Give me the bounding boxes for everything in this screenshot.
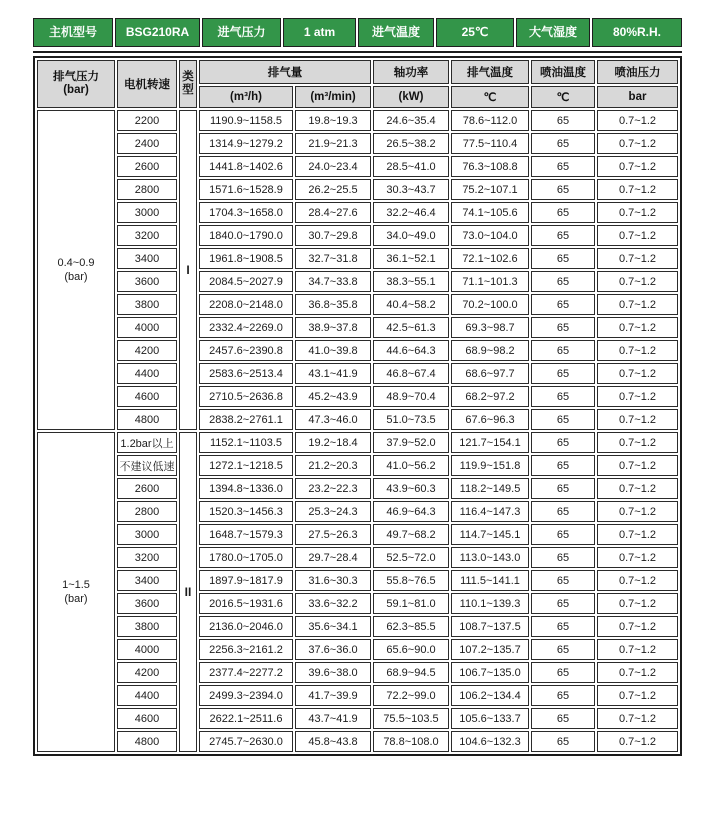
table-row	[37, 524, 678, 545]
oil-temp-cell: 65	[531, 179, 595, 200]
flow-m3min-cell: 43.7~41.9	[295, 708, 371, 729]
table-row	[37, 271, 678, 292]
shaft-power-cell: 46.9~64.3	[373, 501, 449, 522]
oil-pressure-cell: 0.7~1.2	[597, 271, 678, 292]
oil-temp-cell: 65	[531, 455, 595, 476]
speed-cell: 4200	[117, 662, 177, 683]
col-header-discharge-pressure	[37, 60, 115, 108]
discharge-temp-cell: 114.7~145.1	[451, 524, 529, 545]
type-cell: I	[179, 110, 197, 430]
table-row	[37, 386, 678, 407]
table-row	[37, 409, 678, 430]
spec-table	[33, 56, 682, 756]
col-header-motor-speed: 电机转速	[117, 60, 177, 108]
oil-temp-cell: 65	[531, 202, 595, 223]
speed-cell: 3200	[117, 225, 177, 246]
divider	[33, 51, 682, 53]
discharge-temp-cell: 75.2~107.1	[451, 179, 529, 200]
oil-pressure-cell: 0.7~1.2	[597, 248, 678, 269]
oil-temp-cell: 65	[531, 662, 595, 683]
discharge-temp-cell: 116.4~147.3	[451, 501, 529, 522]
table-row	[37, 708, 678, 729]
shaft-power-cell: 59.1~81.0	[373, 593, 449, 614]
col-header-discharge-temp: 排气温度	[451, 60, 529, 84]
table-row	[37, 547, 678, 568]
table-row	[37, 662, 678, 683]
discharge-temp-cell: 113.0~143.0	[451, 547, 529, 568]
oil-temp-cell: 65	[531, 340, 595, 361]
flow-m3min-cell: 47.3~46.0	[295, 409, 371, 430]
flow-m3h-cell: 2499.3~2394.0	[199, 685, 293, 706]
oil-pressure-cell: 0.7~1.2	[597, 731, 678, 752]
shaft-power-cell: 51.0~73.5	[373, 409, 449, 430]
table-row	[37, 317, 678, 338]
flow-m3h-cell: 1961.8~1908.5	[199, 248, 293, 269]
col-unit-oil-temp: ℃	[531, 86, 595, 108]
discharge-temp-cell: 108.7~137.5	[451, 616, 529, 637]
discharge-temp-cell: 77.5~110.4	[451, 133, 529, 154]
col-header-discharge-pressure-text: 排气压力	[53, 71, 99, 83]
oil-temp-cell: 65	[531, 478, 595, 499]
col-header-oil-pressure: 喷油压力	[597, 60, 678, 84]
discharge-temp-cell: 106.7~135.0	[451, 662, 529, 683]
flow-m3h-cell: 1272.1~1218.5	[199, 455, 293, 476]
speed-cell: 4200	[117, 340, 177, 361]
oil-temp-cell: 65	[531, 409, 595, 430]
oil-temp-cell: 65	[531, 570, 595, 591]
flow-m3h-cell: 1571.6~1528.9	[199, 179, 293, 200]
oil-pressure-cell: 0.7~1.2	[597, 662, 678, 683]
discharge-temp-cell: 111.5~141.1	[451, 570, 529, 591]
flow-m3min-cell: 38.9~37.8	[295, 317, 371, 338]
discharge-temp-cell: 69.3~98.7	[451, 317, 529, 338]
discharge-temp-cell: 110.1~139.3	[451, 593, 529, 614]
shaft-power-cell: 32.2~46.4	[373, 202, 449, 223]
flow-m3min-cell: 21.2~20.3	[295, 455, 371, 476]
flow-m3h-cell: 2838.2~2761.1	[199, 409, 293, 430]
flow-m3min-cell: 25.3~24.3	[295, 501, 371, 522]
oil-pressure-cell: 0.7~1.2	[597, 363, 678, 384]
oil-pressure-cell: 0.7~1.2	[597, 294, 678, 315]
flow-m3min-cell: 28.4~27.6	[295, 202, 371, 223]
info-cell-model-value: BSG210RA	[115, 18, 200, 47]
speed-cell: 3800	[117, 616, 177, 637]
col-header-flow: 排气量	[199, 60, 371, 84]
oil-temp-cell: 65	[531, 616, 595, 637]
flow-m3h-cell: 2084.5~2027.9	[199, 271, 293, 292]
table-row	[37, 363, 678, 384]
info-cell-inlet-temp-value: 25℃	[436, 18, 514, 47]
discharge-temp-cell: 68.2~97.2	[451, 386, 529, 407]
flow-m3h-cell: 2583.6~2513.4	[199, 363, 293, 384]
table-header	[37, 60, 678, 108]
flow-m3min-cell: 45.8~43.8	[295, 731, 371, 752]
table-row	[37, 455, 678, 476]
col-header-type-line1: 类	[182, 71, 194, 83]
table-row	[37, 110, 678, 131]
oil-pressure-cell: 0.7~1.2	[597, 317, 678, 338]
oil-pressure-cell: 0.7~1.2	[597, 225, 678, 246]
oil-pressure-cell: 0.7~1.2	[597, 432, 678, 453]
oil-pressure-cell: 0.7~1.2	[597, 409, 678, 430]
flow-m3h-cell: 2457.6~2390.8	[199, 340, 293, 361]
shaft-power-cell: 48.9~70.4	[373, 386, 449, 407]
discharge-temp-cell: 72.1~102.6	[451, 248, 529, 269]
flow-m3min-cell: 21.9~21.3	[295, 133, 371, 154]
oil-temp-cell: 65	[531, 248, 595, 269]
table-row	[37, 478, 678, 499]
shaft-power-cell: 28.5~41.0	[373, 156, 449, 177]
discharge-temp-cell: 105.6~133.7	[451, 708, 529, 729]
table-row	[37, 248, 678, 269]
oil-pressure-cell: 0.7~1.2	[597, 524, 678, 545]
shaft-power-cell: 62.3~85.5	[373, 616, 449, 637]
flow-m3min-cell: 19.8~19.3	[295, 110, 371, 131]
shaft-power-cell: 42.5~61.3	[373, 317, 449, 338]
discharge-temp-cell: 70.2~100.0	[451, 294, 529, 315]
shaft-power-cell: 41.0~56.2	[373, 455, 449, 476]
oil-temp-cell: 65	[531, 317, 595, 338]
pressure-range-cell: 0.4~0.9 (bar)	[37, 110, 115, 430]
shaft-power-cell: 43.9~60.3	[373, 478, 449, 499]
oil-temp-cell: 65	[531, 524, 595, 545]
speed-cell: 4400	[117, 363, 177, 384]
speed-cell: 4800	[117, 409, 177, 430]
oil-temp-cell: 65	[531, 110, 595, 131]
flow-m3min-cell: 30.7~29.8	[295, 225, 371, 246]
shaft-power-cell: 68.9~94.5	[373, 662, 449, 683]
flow-m3h-cell: 1314.9~1279.2	[199, 133, 293, 154]
flow-m3min-cell: 37.6~36.0	[295, 639, 371, 660]
oil-temp-cell: 65	[531, 708, 595, 729]
flow-m3h-cell: 1897.9~1817.9	[199, 570, 293, 591]
oil-temp-cell: 65	[531, 547, 595, 568]
speed-cell: 2600	[117, 156, 177, 177]
discharge-temp-cell: 68.6~97.7	[451, 363, 529, 384]
discharge-temp-cell: 73.0~104.0	[451, 225, 529, 246]
table-row	[37, 340, 678, 361]
flow-m3h-cell: 1704.3~1658.0	[199, 202, 293, 223]
oil-pressure-cell: 0.7~1.2	[597, 570, 678, 591]
flow-m3h-cell: 2256.3~2161.2	[199, 639, 293, 660]
oil-temp-cell: 65	[531, 225, 595, 246]
shaft-power-cell: 37.9~52.0	[373, 432, 449, 453]
oil-temp-cell: 65	[531, 363, 595, 384]
oil-temp-cell: 65	[531, 593, 595, 614]
oil-temp-cell: 65	[531, 271, 595, 292]
col-unit-shaft-power: (kW)	[373, 86, 449, 108]
flow-m3min-cell: 43.1~41.9	[295, 363, 371, 384]
discharge-temp-cell: 78.6~112.0	[451, 110, 529, 131]
discharge-temp-cell: 68.9~98.2	[451, 340, 529, 361]
col-header-shaft-power: 轴功率	[373, 60, 449, 84]
oil-pressure-cell: 0.7~1.2	[597, 179, 678, 200]
flow-m3h-cell: 2208.0~2148.0	[199, 294, 293, 315]
info-bar	[33, 18, 682, 47]
flow-m3h-cell: 1780.0~1705.0	[199, 547, 293, 568]
oil-pressure-cell: 0.7~1.2	[597, 708, 678, 729]
flow-m3h-cell: 2377.4~2277.2	[199, 662, 293, 683]
info-cell-humidity-value: 80%R.H.	[592, 18, 682, 47]
speed-cell: 3800	[117, 294, 177, 315]
flow-m3h-cell: 2332.4~2269.0	[199, 317, 293, 338]
table-row	[37, 202, 678, 223]
flow-m3min-cell: 31.6~30.3	[295, 570, 371, 591]
flow-m3min-cell: 41.7~39.9	[295, 685, 371, 706]
oil-pressure-cell: 0.7~1.2	[597, 202, 678, 223]
speed-cell: 2800	[117, 179, 177, 200]
speed-cell: 不建议低速	[117, 455, 177, 476]
type-cell: II	[179, 432, 197, 752]
shaft-power-cell: 38.3~55.1	[373, 271, 449, 292]
shaft-power-cell: 78.8~108.0	[373, 731, 449, 752]
flow-m3min-cell: 32.7~31.8	[295, 248, 371, 269]
shaft-power-cell: 36.1~52.1	[373, 248, 449, 269]
shaft-power-cell: 75.5~103.5	[373, 708, 449, 729]
speed-cell: 2400	[117, 133, 177, 154]
oil-pressure-cell: 0.7~1.2	[597, 133, 678, 154]
flow-m3h-cell: 2622.1~2511.6	[199, 708, 293, 729]
table-row	[37, 133, 678, 154]
oil-pressure-cell: 0.7~1.2	[597, 386, 678, 407]
col-unit-oil-pressure: bar	[597, 86, 678, 108]
oil-pressure-cell: 0.7~1.2	[597, 501, 678, 522]
oil-pressure-cell: 0.7~1.2	[597, 685, 678, 706]
flow-m3min-cell: 19.2~18.4	[295, 432, 371, 453]
col-header-discharge-pressure-unit: (bar)	[63, 84, 89, 96]
oil-temp-cell: 65	[531, 156, 595, 177]
discharge-temp-cell: 76.3~108.8	[451, 156, 529, 177]
flow-m3min-cell: 35.6~34.1	[295, 616, 371, 637]
shaft-power-cell: 24.6~35.4	[373, 110, 449, 131]
speed-cell: 3000	[117, 524, 177, 545]
speed-cell: 4800	[117, 731, 177, 752]
info-cell-humidity-label: 大气湿度	[516, 18, 590, 47]
shaft-power-cell: 26.5~38.2	[373, 133, 449, 154]
flow-m3h-cell: 1152.1~1103.5	[199, 432, 293, 453]
speed-cell: 4000	[117, 317, 177, 338]
info-cell-inlet-pressure-value: 1 atm	[283, 18, 356, 47]
table-row	[37, 731, 678, 752]
info-cell-inlet-temp-label: 进气温度	[358, 18, 434, 47]
discharge-temp-cell: 118.2~149.5	[451, 478, 529, 499]
flow-m3h-cell: 1840.0~1790.0	[199, 225, 293, 246]
discharge-temp-cell: 67.6~96.3	[451, 409, 529, 430]
flow-m3h-cell: 2745.7~2630.0	[199, 731, 293, 752]
flow-m3min-cell: 39.6~38.0	[295, 662, 371, 683]
flow-m3min-cell: 23.2~22.3	[295, 478, 371, 499]
speed-cell: 4000	[117, 639, 177, 660]
oil-pressure-cell: 0.7~1.2	[597, 455, 678, 476]
oil-temp-cell: 65	[531, 133, 595, 154]
flow-m3h-cell: 1648.7~1579.3	[199, 524, 293, 545]
flow-m3min-cell: 24.0~23.4	[295, 156, 371, 177]
flow-m3min-cell: 45.2~43.9	[295, 386, 371, 407]
discharge-temp-cell: 104.6~132.3	[451, 731, 529, 752]
shaft-power-cell: 52.5~72.0	[373, 547, 449, 568]
speed-cell: 4600	[117, 386, 177, 407]
info-cell-model-label: 主机型号	[33, 18, 113, 47]
oil-temp-cell: 65	[531, 685, 595, 706]
flow-m3min-cell: 33.6~32.2	[295, 593, 371, 614]
speed-cell: 3400	[117, 570, 177, 591]
col-header-oil-temp: 喷油温度	[531, 60, 595, 84]
col-header-type	[179, 60, 197, 108]
speed-cell: 3400	[117, 248, 177, 269]
speed-cell: 2800	[117, 501, 177, 522]
flow-m3min-cell: 29.7~28.4	[295, 547, 371, 568]
oil-temp-cell: 65	[531, 731, 595, 752]
oil-pressure-cell: 0.7~1.2	[597, 639, 678, 660]
discharge-temp-cell: 71.1~101.3	[451, 271, 529, 292]
table-row	[37, 179, 678, 200]
shaft-power-cell: 44.6~64.3	[373, 340, 449, 361]
oil-pressure-cell: 0.7~1.2	[597, 340, 678, 361]
table-row	[37, 616, 678, 637]
flow-m3min-cell: 27.5~26.3	[295, 524, 371, 545]
speed-cell: 3600	[117, 593, 177, 614]
oil-pressure-cell: 0.7~1.2	[597, 478, 678, 499]
shaft-power-cell: 72.2~99.0	[373, 685, 449, 706]
flow-m3h-cell: 2016.5~1931.6	[199, 593, 293, 614]
shaft-power-cell: 65.6~90.0	[373, 639, 449, 660]
table-row	[37, 501, 678, 522]
table-row	[37, 294, 678, 315]
oil-pressure-cell: 0.7~1.2	[597, 593, 678, 614]
discharge-temp-cell: 107.2~135.7	[451, 639, 529, 660]
table-row	[37, 639, 678, 660]
oil-temp-cell: 65	[531, 639, 595, 660]
oil-pressure-cell: 0.7~1.2	[597, 547, 678, 568]
discharge-temp-cell: 106.2~134.4	[451, 685, 529, 706]
flow-m3min-cell: 26.2~25.5	[295, 179, 371, 200]
oil-temp-cell: 65	[531, 386, 595, 407]
oil-pressure-cell: 0.7~1.2	[597, 616, 678, 637]
info-cell-inlet-pressure-label: 进气压力	[202, 18, 281, 47]
flow-m3min-cell: 41.0~39.8	[295, 340, 371, 361]
flow-m3h-cell: 1441.8~1402.6	[199, 156, 293, 177]
table-row	[37, 593, 678, 614]
shaft-power-cell: 34.0~49.0	[373, 225, 449, 246]
oil-pressure-cell: 0.7~1.2	[597, 110, 678, 131]
shaft-power-cell: 30.3~43.7	[373, 179, 449, 200]
table-row	[37, 156, 678, 177]
speed-cell: 1.2bar以上	[117, 432, 177, 453]
flow-m3h-cell: 1520.3~1456.3	[199, 501, 293, 522]
flow-m3h-cell: 2136.0~2046.0	[199, 616, 293, 637]
oil-temp-cell: 65	[531, 294, 595, 315]
table-row	[37, 225, 678, 246]
pressure-range-cell: 1~1.5 (bar)	[37, 432, 115, 752]
oil-temp-cell: 65	[531, 432, 595, 453]
speed-cell: 4400	[117, 685, 177, 706]
col-header-type-line2: 型	[182, 84, 194, 96]
shaft-power-cell: 55.8~76.5	[373, 570, 449, 591]
speed-cell: 2600	[117, 478, 177, 499]
discharge-temp-cell: 74.1~105.6	[451, 202, 529, 223]
oil-pressure-cell: 0.7~1.2	[597, 156, 678, 177]
col-unit-flow-m3h: (m³/h)	[199, 86, 293, 108]
table-row	[37, 570, 678, 591]
speed-cell: 3600	[117, 271, 177, 292]
col-unit-discharge-temp: ℃	[451, 86, 529, 108]
flow-m3h-cell: 1394.8~1336.0	[199, 478, 293, 499]
table-row	[37, 432, 678, 453]
speed-cell: 3000	[117, 202, 177, 223]
speed-cell: 3200	[117, 547, 177, 568]
flow-m3min-cell: 34.7~33.8	[295, 271, 371, 292]
table-row	[37, 685, 678, 706]
oil-temp-cell: 65	[531, 501, 595, 522]
shaft-power-cell: 46.8~67.4	[373, 363, 449, 384]
table-body	[37, 110, 678, 752]
flow-m3min-cell: 36.8~35.8	[295, 294, 371, 315]
flow-m3h-cell: 1190.9~1158.5	[199, 110, 293, 131]
discharge-temp-cell: 119.9~151.8	[451, 455, 529, 476]
shaft-power-cell: 40.4~58.2	[373, 294, 449, 315]
discharge-temp-cell: 121.7~154.1	[451, 432, 529, 453]
shaft-power-cell: 49.7~68.2	[373, 524, 449, 545]
speed-cell: 4600	[117, 708, 177, 729]
col-unit-flow-m3min: (m³/min)	[295, 86, 371, 108]
flow-m3h-cell: 2710.5~2636.8	[199, 386, 293, 407]
speed-cell: 2200	[117, 110, 177, 131]
